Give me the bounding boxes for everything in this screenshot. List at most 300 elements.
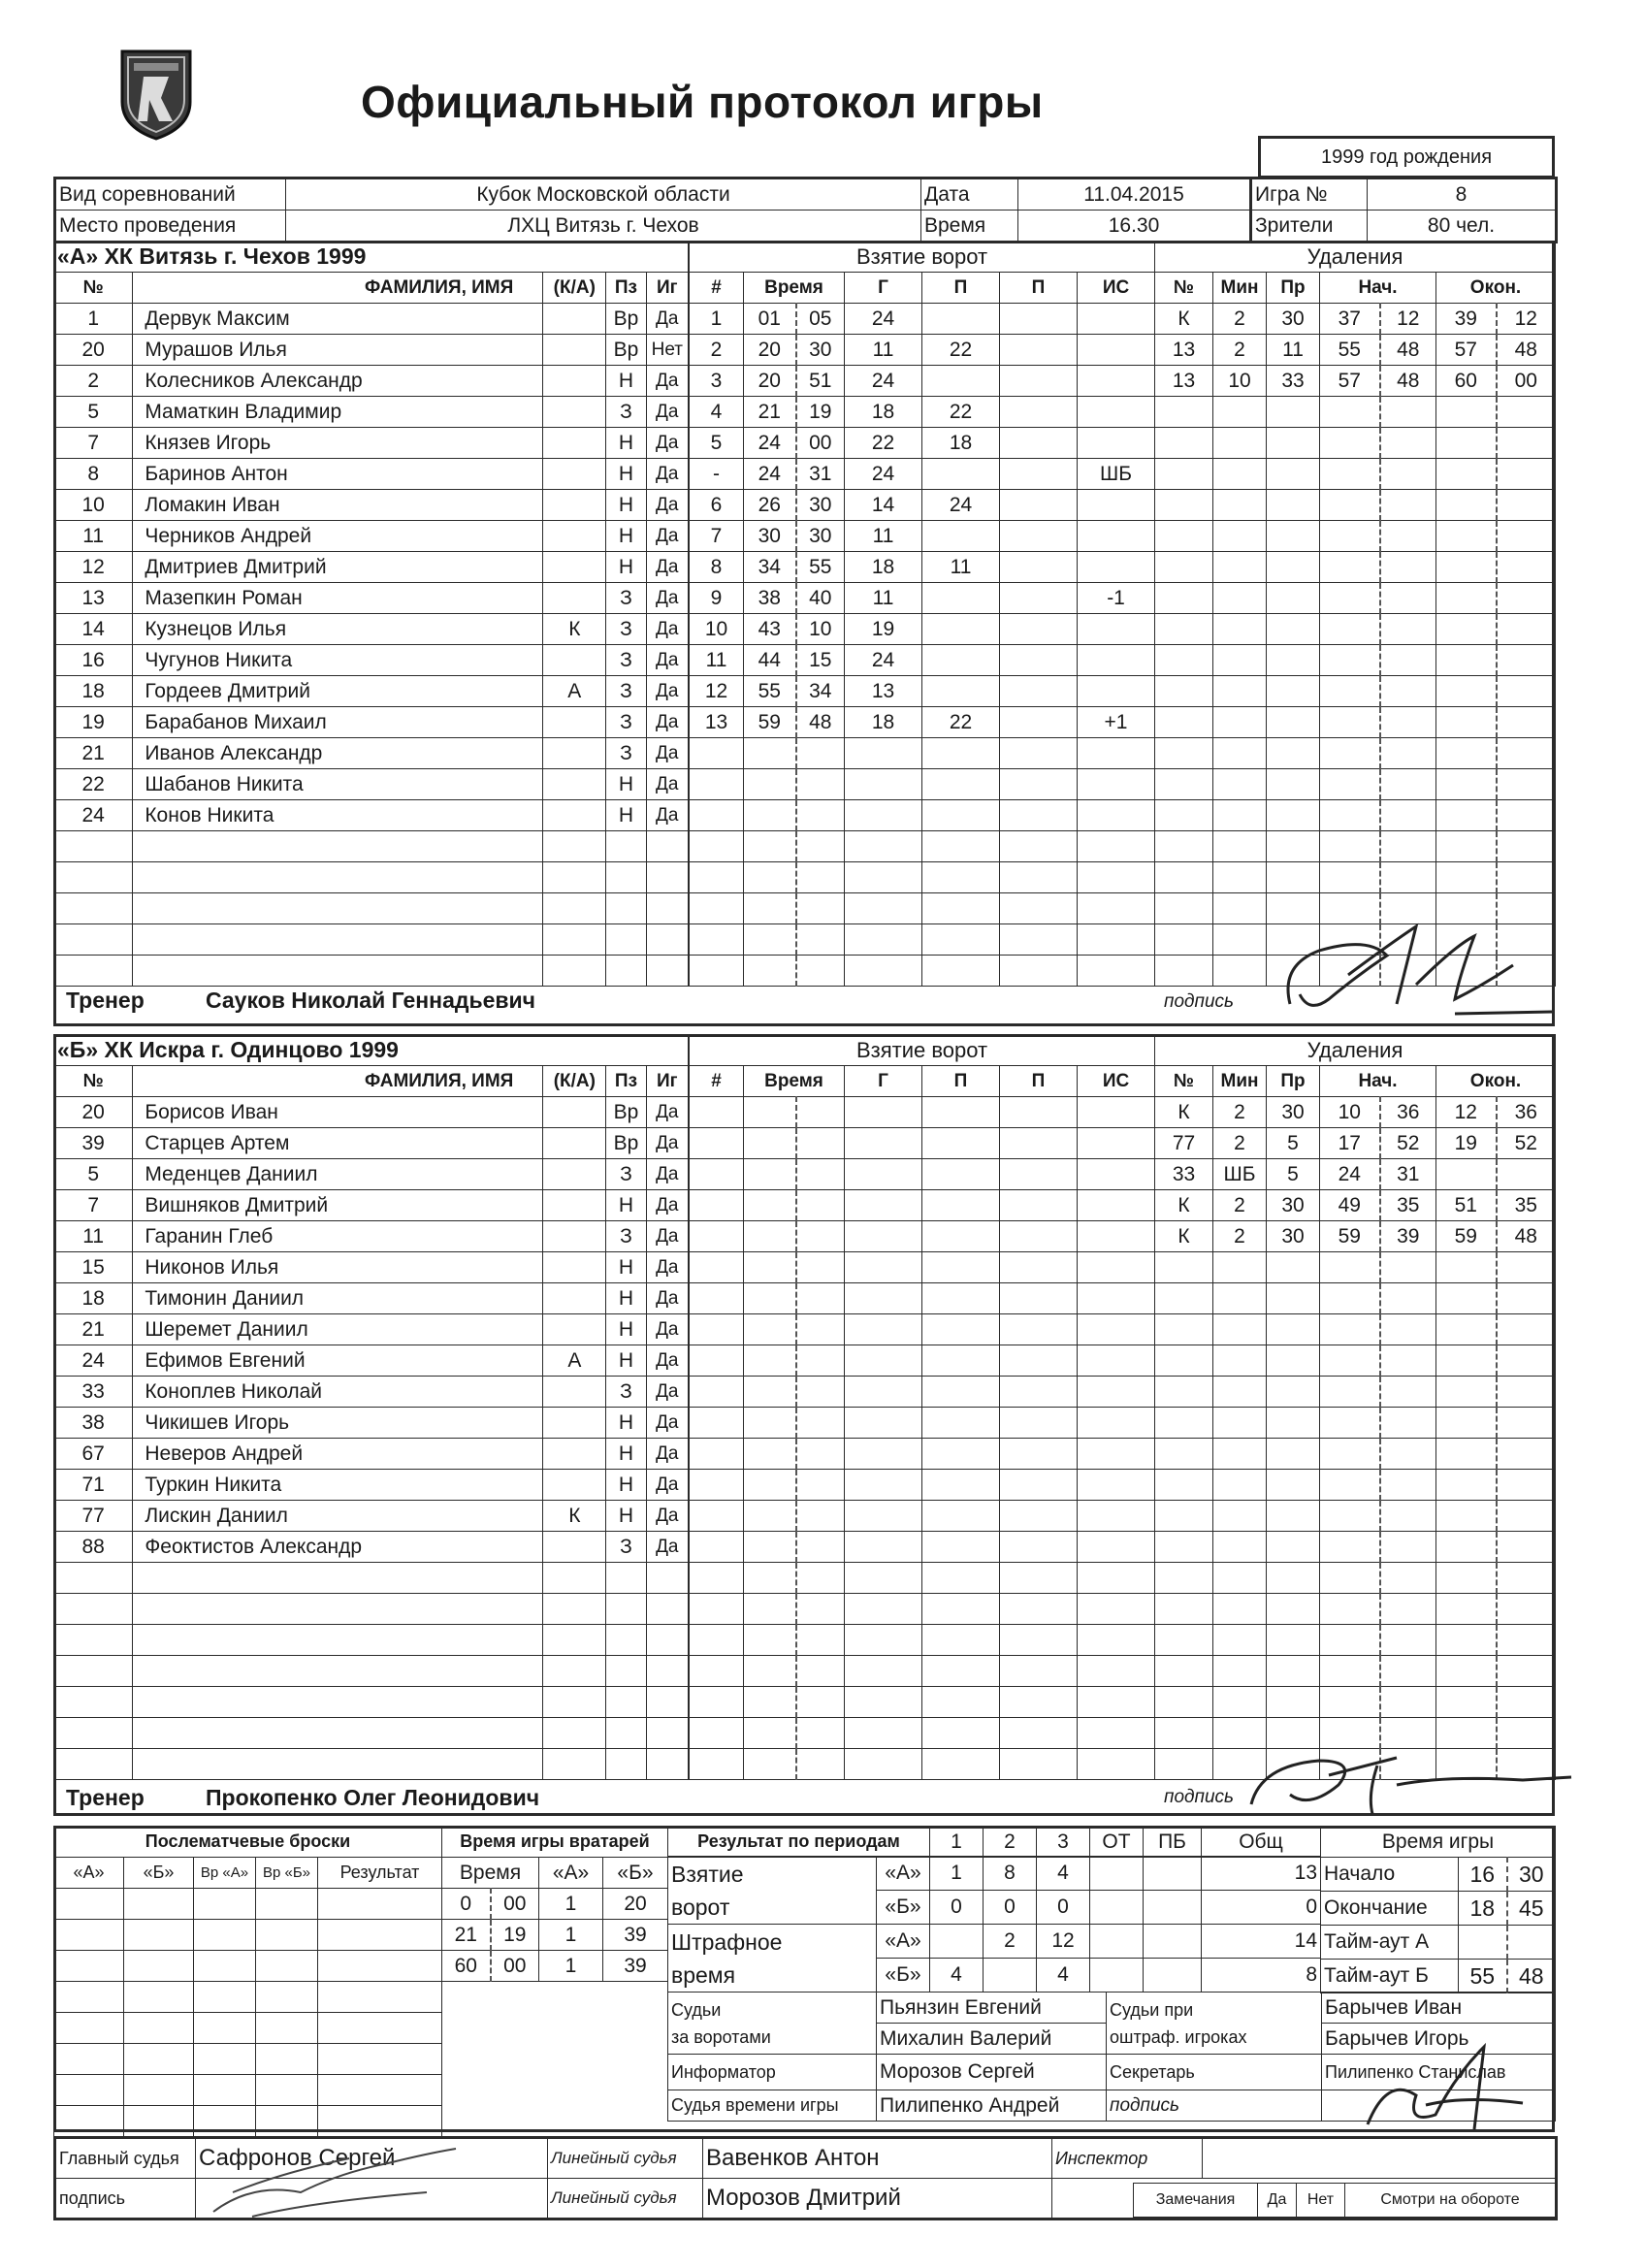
a-penalty-reason (1267, 459, 1320, 490)
a-penalty-end-min (1436, 645, 1497, 676)
b-player-name: Ефимов Евгений (133, 1345, 543, 1377)
a-player-position: З (606, 583, 646, 614)
b-player-number: 5 (54, 1159, 133, 1190)
b-goal-strength (1078, 1128, 1155, 1159)
a-penalty-start-min (1320, 521, 1380, 552)
a-goal-minute: 01 (744, 304, 796, 335)
b-goal-strength (1078, 1190, 1155, 1221)
b-player-number (54, 1625, 133, 1656)
b-penalty-end-min (1436, 1656, 1497, 1687)
b-penalty-minutes (1213, 1408, 1267, 1439)
b-goal-assist-1 (922, 1377, 1000, 1408)
shootout-col-result: Результат (318, 1858, 442, 1889)
table-row (54, 956, 689, 987)
b-player-number: 38 (54, 1408, 133, 1439)
a-goal-strength (1078, 645, 1155, 676)
b-penalty-start-sec (1380, 1563, 1436, 1594)
b-goal-second (796, 1190, 845, 1221)
a-player-played: Да (646, 769, 688, 800)
a-penalty-end-sec (1497, 459, 1556, 490)
b-player-number (54, 1749, 133, 1780)
a-player-name (133, 893, 543, 924)
a-goal-strength (1078, 366, 1155, 397)
a-penalty-end-min: 39 (1436, 304, 1497, 335)
a-penalty-minutes (1213, 490, 1267, 521)
a-penalty-start-sec (1380, 676, 1436, 707)
b-penalty-end-sec (1497, 1439, 1556, 1470)
b-penalty-minutes (1213, 1625, 1267, 1656)
a-penalty-reason: 33 (1267, 366, 1320, 397)
venue-label: Место проведения (55, 211, 286, 243)
table-row (54, 1563, 689, 1594)
b-penalty-start-sec: 39 (1380, 1221, 1436, 1252)
a-player-number (54, 956, 133, 987)
birth-year: 1999 год рождения (1260, 138, 1554, 178)
a-goal-scorer: 18 (845, 707, 922, 738)
b-player-role (543, 1097, 606, 1128)
b-player-name: Туркин Никита (133, 1470, 543, 1501)
b-player-name: Чикишев Игорь (133, 1408, 543, 1439)
table-row (1155, 1283, 1556, 1314)
secretary-label: Секретарь (1107, 2055, 1322, 2090)
a-goal-assist-2 (1000, 459, 1078, 490)
b-player-name: Вишняков Дмитрий (133, 1190, 543, 1221)
b-penalty-reason (1267, 1283, 1320, 1314)
a-player-role (543, 862, 606, 893)
a-goal-assist-2 (1000, 800, 1078, 831)
a-penalty-end-min (1436, 459, 1497, 490)
a-goal-second: 30 (796, 335, 845, 366)
timeout-a-minute (1507, 1926, 1556, 1960)
b-goals-col-time: Время (744, 1066, 845, 1097)
table-row (54, 1687, 689, 1718)
b-player-number (54, 1718, 133, 1749)
b-goal-strength (1078, 1377, 1155, 1408)
a-penalty-reason (1267, 645, 1320, 676)
a-penalty-reason (1267, 428, 1320, 459)
a-goal-minute (744, 769, 796, 800)
a-player-name: Чугунов Никита (133, 645, 543, 676)
table-row (1155, 490, 1556, 521)
table-row (54, 459, 689, 490)
b-goal-strength (1078, 1501, 1155, 1532)
b-goals-col-no: # (690, 1066, 744, 1097)
table-row (1155, 1128, 1556, 1159)
a-goal-number: 7 (690, 521, 744, 552)
b-player-role (543, 1377, 606, 1408)
a-goal-number (690, 924, 744, 956)
a-penalty-start-min (1320, 428, 1380, 459)
table-row (690, 800, 1155, 831)
b-player-role (543, 1563, 606, 1594)
a-goal-assist-2 (1000, 397, 1078, 428)
a-goals-col-p1: П (922, 273, 1000, 304)
b-penalty-reason (1267, 1501, 1320, 1532)
b-goal-number (690, 1687, 744, 1718)
a-penalty-start-sec: 48 (1380, 366, 1436, 397)
goalie-time-col-time: Время (442, 1858, 539, 1889)
a-goal-strength (1078, 893, 1155, 924)
table-row (54, 1314, 689, 1345)
a-penalty-start-sec (1380, 583, 1436, 614)
b-penalty-minutes (1213, 1594, 1267, 1625)
a-goal-number: - (690, 459, 744, 490)
b-penalty-reason (1267, 1439, 1320, 1470)
b-player-played: Да (646, 1377, 688, 1408)
a-goal-assist-2 (1000, 924, 1078, 956)
a-goal-strength (1078, 738, 1155, 769)
end-minute: 45 (1507, 1892, 1556, 1926)
gk-row-2-min: 21 (442, 1920, 491, 1951)
a-goal-scorer (845, 831, 922, 862)
table-row (1155, 335, 1556, 366)
b-penalty-end-sec (1497, 1594, 1556, 1625)
informer-name: Морозов Сергей (877, 2055, 1107, 2090)
b-player-played: Да (646, 1128, 688, 1159)
period-col-pb: ПБ (1144, 1827, 1202, 1858)
goalie-time-col-b: «Б» (603, 1858, 668, 1889)
b-goal-assist-2 (1000, 1594, 1078, 1625)
a-player-number: 8 (54, 459, 133, 490)
b-goal-assist-2 (1000, 1563, 1078, 1594)
b-player-played (646, 1563, 688, 1594)
b-player-number (54, 1687, 133, 1718)
b-penalty-start-sec (1380, 1252, 1436, 1283)
a-penalty-minutes (1213, 614, 1267, 645)
a-penalty-start-sec (1380, 769, 1436, 800)
table-row (54, 769, 689, 800)
a-penalty-player (1155, 738, 1213, 769)
a-goal-assist-2 (1000, 769, 1078, 800)
team-b-sign-label: подпись (1164, 1787, 1235, 1807)
table-row (690, 676, 1155, 707)
a-goal-scorer: 24 (845, 366, 922, 397)
b-goal-minute (744, 1625, 796, 1656)
a-penalty-start-min (1320, 552, 1380, 583)
b-goal-assist-1 (922, 1345, 1000, 1377)
b-player-position (606, 1718, 646, 1749)
b-penalty-end-min (1436, 1159, 1497, 1190)
b-penalty-end-sec: 52 (1497, 1128, 1556, 1159)
a-player-played: Да (646, 707, 688, 738)
b-penalty-start-sec (1380, 1625, 1436, 1656)
a-player-name: Дервук Максим (133, 304, 543, 335)
a-player-role (543, 335, 606, 366)
a-penalty-end-sec (1497, 490, 1556, 521)
a-goal-minute (744, 862, 796, 893)
table-row (54, 676, 689, 707)
b-goal-strength (1078, 1749, 1155, 1780)
b-penalty-reason (1267, 1594, 1320, 1625)
b-goal-second (796, 1563, 845, 1594)
a-player-number: 22 (54, 769, 133, 800)
b-goal-minute (744, 1532, 796, 1563)
b-player-position: З (606, 1159, 646, 1190)
b-goal-strength (1078, 1470, 1155, 1501)
b-goal-second (796, 1159, 845, 1190)
a-penalty-reason: 30 (1267, 304, 1320, 335)
a-penalty-start-min (1320, 862, 1380, 893)
a-goal-assist-1 (922, 521, 1000, 552)
table-row (54, 1749, 689, 1780)
gk-row-1-b: 20 (603, 1889, 668, 1920)
a-player-position: З (606, 707, 646, 738)
pim-a-pb (1144, 1925, 1202, 1959)
a-goal-strength: -1 (1078, 583, 1155, 614)
b-goal-strength (1078, 1439, 1155, 1470)
a-goal-second (796, 956, 845, 987)
a-player-position: Н (606, 800, 646, 831)
table-row (690, 335, 1155, 366)
b-goal-assist-2 (1000, 1377, 1078, 1408)
b-goal-minute (744, 1594, 796, 1625)
a-player-number: 24 (54, 800, 133, 831)
a-player-position: Вр (606, 335, 646, 366)
b-goal-assist-2 (1000, 1439, 1078, 1470)
a-player-played (646, 893, 688, 924)
a-goal-scorer (845, 862, 922, 893)
b-penalty-player (1155, 1314, 1213, 1345)
a-penalty-reason (1267, 676, 1320, 707)
a-col-ig: Иг (646, 273, 688, 304)
a-player-position: Н (606, 459, 646, 490)
b-penalty-start-sec (1380, 1314, 1436, 1345)
referee-label: Главный судья (55, 2138, 196, 2179)
a-penalty-start-sec (1380, 862, 1436, 893)
a-penalty-reason (1267, 862, 1320, 893)
b-penalty-start-sec (1380, 1594, 1436, 1625)
b-penalty-reason (1267, 1345, 1320, 1377)
a-player-position (606, 956, 646, 987)
b-penalty-player (1155, 1749, 1213, 1780)
a-player-name: Князев Игорь (133, 428, 543, 459)
table-row (54, 521, 689, 552)
b-penalty-start-min (1320, 1345, 1380, 1377)
period-results-body (667, 1856, 1321, 1993)
a-penalty-reason (1267, 490, 1320, 521)
b-penalty-start-sec: 31 (1380, 1159, 1436, 1190)
table-row (690, 1563, 1155, 1594)
a-player-position: Н (606, 552, 646, 583)
table-row (1155, 614, 1556, 645)
pim-b-p2 (984, 1959, 1037, 1993)
b-goal-assist-2 (1000, 1718, 1078, 1749)
a-penalty-minutes (1213, 800, 1267, 831)
b-penalty-player (1155, 1594, 1213, 1625)
b-goal-second (796, 1687, 845, 1718)
b-goal-scorer (845, 1345, 922, 1377)
a-penalty-start-min (1320, 707, 1380, 738)
a-player-number: 10 (54, 490, 133, 521)
table-row (1155, 1563, 1556, 1594)
a-goal-minute: 24 (744, 459, 796, 490)
b-goal-second (796, 1656, 845, 1687)
b-penalty-minutes (1213, 1314, 1267, 1345)
table-row (690, 1377, 1155, 1408)
b-goal-assist-1 (922, 1749, 1000, 1780)
pim-a-tag: «А» (877, 1925, 930, 1959)
b-penalty-start-min (1320, 1594, 1380, 1625)
b-goal-scorer (845, 1749, 922, 1780)
table-row (54, 1718, 689, 1749)
b-penalty-end-min (1436, 1501, 1497, 1532)
b-goal-number (690, 1501, 744, 1532)
a-goal-minute: 43 (744, 614, 796, 645)
a-player-played: Нет (646, 335, 688, 366)
a-player-name: Дмитриев Дмитрий (133, 552, 543, 583)
b-goal-second (796, 1501, 845, 1532)
a-goal-number: 3 (690, 366, 744, 397)
end-label: Окончание (1321, 1892, 1459, 1926)
b-goal-second (796, 1532, 845, 1563)
b-penalty-player (1155, 1501, 1213, 1532)
table-row (54, 1345, 689, 1377)
a-penalty-reason (1267, 397, 1320, 428)
gk-row-1-min: 0 (442, 1889, 491, 1920)
b-penalty-start-min (1320, 1314, 1380, 1345)
table-row (1155, 645, 1556, 676)
a-player-played: Да (646, 304, 688, 335)
remarks-yes[interactable]: Да (1258, 2184, 1297, 2218)
b-penalty-start-sec (1380, 1439, 1436, 1470)
team-b-roster (53, 1034, 689, 1780)
a-player-played: Да (646, 645, 688, 676)
b-player-number: 18 (54, 1283, 133, 1314)
remarks-see-back: Смотри на обороте (1345, 2184, 1556, 2218)
table-row (54, 707, 689, 738)
b-goal-minute (744, 1656, 796, 1687)
a-goal-assist-1: 22 (922, 335, 1000, 366)
b-player-position: З (606, 1221, 646, 1252)
b-penalty-player (1155, 1563, 1213, 1594)
b-penalty-start-sec: 36 (1380, 1097, 1436, 1128)
a-player-played: Да (646, 552, 688, 583)
table-row (690, 1221, 1155, 1252)
table-row (690, 1594, 1155, 1625)
b-penalty-end-min (1436, 1594, 1497, 1625)
goals-b-p3: 0 (1037, 1891, 1090, 1925)
a-player-name: Барабанов Михаил (133, 707, 543, 738)
b-goal-minute (744, 1687, 796, 1718)
a-penalty-start-min (1320, 459, 1380, 490)
a-penalty-start-min (1320, 614, 1380, 645)
a-goal-assist-2 (1000, 645, 1078, 676)
b-player-role (543, 1190, 606, 1221)
b-goal-scorer (845, 1314, 922, 1345)
b-penalty-start-sec (1380, 1532, 1436, 1563)
penalty-judge-2: Барычев Игорь (1322, 2024, 1556, 2055)
a-penalty-start-sec (1380, 831, 1436, 862)
b-player-position: Н (606, 1283, 646, 1314)
a-player-number (54, 924, 133, 956)
remarks-no[interactable]: Нет (1297, 2184, 1345, 2218)
a-goal-number (690, 831, 744, 862)
b-player-number (54, 1563, 133, 1594)
a-goal-number: 9 (690, 583, 744, 614)
table-row (1155, 800, 1556, 831)
b-player-position: Н (606, 1408, 646, 1439)
b-goal-scorer (845, 1159, 922, 1190)
b-goal-number (690, 1159, 744, 1190)
table-row (1155, 738, 1556, 769)
a-player-number: 18 (54, 676, 133, 707)
a-penalty-player (1155, 862, 1213, 893)
b-player-number: 39 (54, 1128, 133, 1159)
a-goal-minute: 26 (744, 490, 796, 521)
b-penalty-start-min (1320, 1532, 1380, 1563)
b-player-position (606, 1687, 646, 1718)
a-penalty-start-sec (1380, 800, 1436, 831)
b-penalty-start-min: 10 (1320, 1097, 1380, 1128)
b-goal-scorer (845, 1439, 922, 1470)
b-goal-strength (1078, 1221, 1155, 1252)
a-penalty-player (1155, 831, 1213, 862)
a-penalty-minutes (1213, 707, 1267, 738)
a-goal-minute: 20 (744, 335, 796, 366)
a-player-role (543, 769, 606, 800)
a-player-role (543, 304, 606, 335)
table-row (54, 645, 689, 676)
b-goal-strength (1078, 1594, 1155, 1625)
b-penalty-player: 77 (1155, 1128, 1213, 1159)
date-value: 11.04.2015 (1018, 178, 1251, 211)
a-goal-strength (1078, 397, 1155, 428)
b-player-number: 77 (54, 1501, 133, 1532)
b-goal-number (690, 1408, 744, 1439)
a-penalty-player: К (1155, 304, 1213, 335)
b-goal-minute (744, 1128, 796, 1159)
a-team-title: «А» ХК Витязь г. Чехов 1999 (54, 242, 689, 273)
a-penalty-start-min (1320, 397, 1380, 428)
b-penalty-end-sec (1497, 1656, 1556, 1687)
table-row (1155, 1501, 1556, 1532)
a-goal-strength (1078, 614, 1155, 645)
b-goal-scorer (845, 1470, 922, 1501)
a-goal-strength (1078, 521, 1155, 552)
a-goal-number (690, 800, 744, 831)
table-row (1155, 1625, 1556, 1656)
gk-row-3-min: 60 (442, 1951, 491, 1982)
b-penalty-end-min (1436, 1625, 1497, 1656)
a-penalty-start-sec (1380, 738, 1436, 769)
b-player-position (606, 1656, 646, 1687)
b-penalty-start-min (1320, 1408, 1380, 1439)
b-goal-second (796, 1283, 845, 1314)
period-col-total: Общ (1202, 1827, 1321, 1858)
a-player-position (606, 831, 646, 862)
a-penalty-minutes (1213, 956, 1267, 987)
b-player-name: Гаранин Глеб (133, 1221, 543, 1252)
a-penalty-end-sec (1497, 614, 1556, 645)
a-goal-strength: +1 (1078, 707, 1155, 738)
b-penalty-end-sec: 36 (1497, 1097, 1556, 1128)
a-goal-assist-1: 18 (922, 428, 1000, 459)
b-goal-strength (1078, 1563, 1155, 1594)
a-penalty-start-min (1320, 769, 1380, 800)
a-penalty-reason (1267, 769, 1320, 800)
b-penalty-minutes (1213, 1345, 1267, 1377)
a-col-pz: Пз (606, 273, 646, 304)
b-penalties-title: Удаления (1155, 1035, 1556, 1066)
b-goal-strength (1078, 1097, 1155, 1128)
b-penalty-end-sec (1497, 1532, 1556, 1563)
b-player-name: Лискин Даниил (133, 1501, 543, 1532)
a-goal-assist-1: 11 (922, 552, 1000, 583)
b-penalty-reason (1267, 1252, 1320, 1283)
b-penalty-reason (1267, 1656, 1320, 1687)
a-goal-strength (1078, 924, 1155, 956)
secretary-name: Пилипенко Станислав (1322, 2055, 1556, 2090)
